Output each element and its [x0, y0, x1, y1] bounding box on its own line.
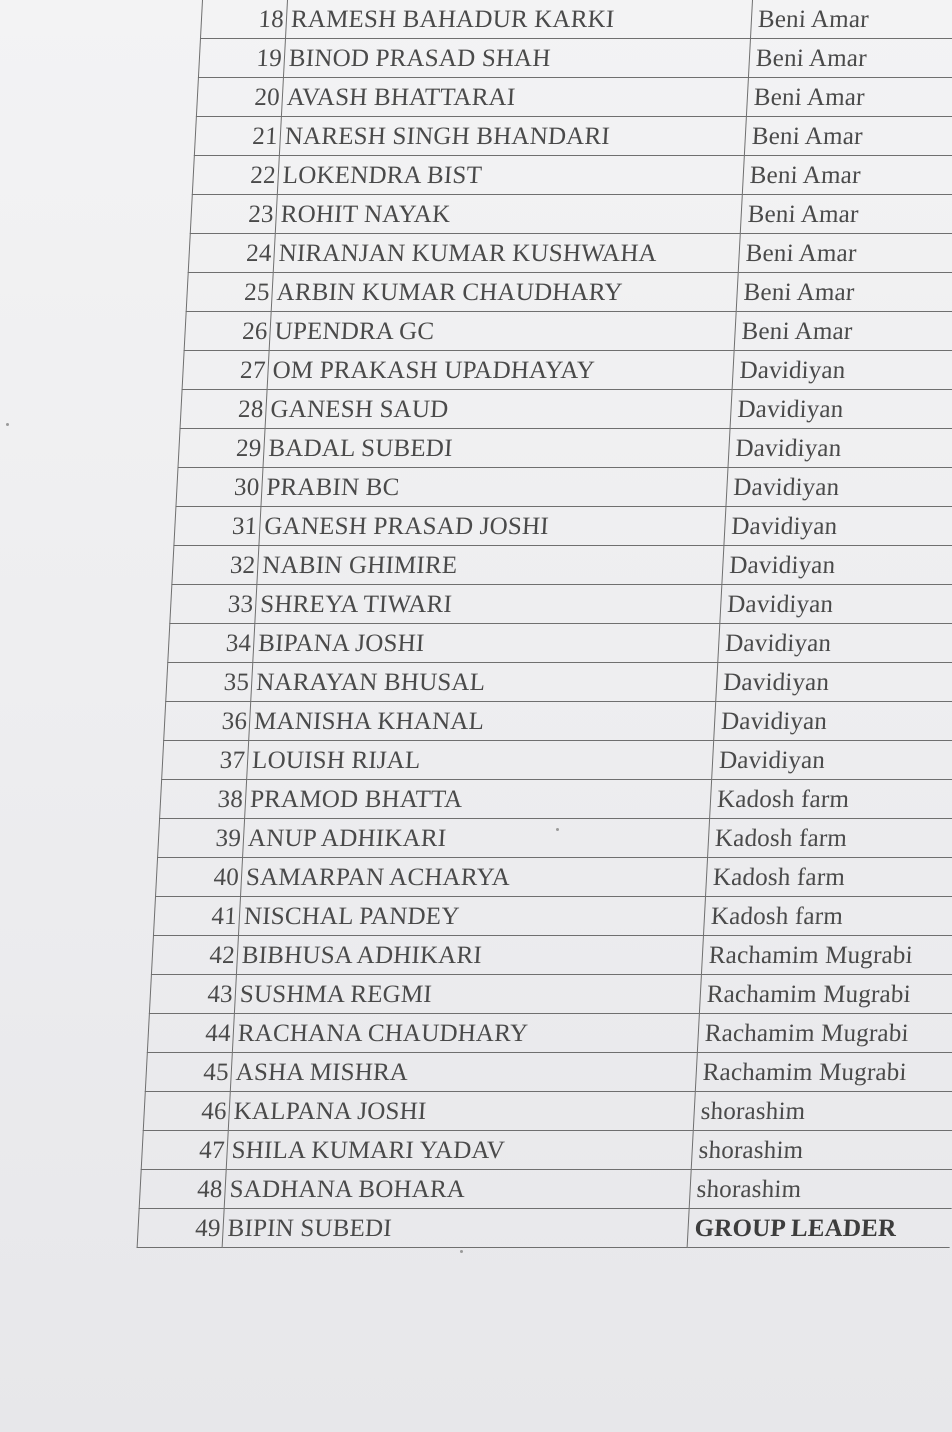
table-row: [176, 468, 952, 507]
farm-assignment: GROUP LEADER: [687, 1209, 952, 1248]
farm-assignment: Rachamim Mugrabi: [695, 1053, 952, 1092]
row-number: 21: [194, 117, 281, 156]
row-number: 45: [145, 1053, 232, 1092]
participant-name: SHREYA TIWARI: [255, 585, 722, 624]
row-number: 49: [137, 1209, 224, 1248]
participant-name: NABIN GHIMIRE: [257, 546, 724, 585]
table-row: [170, 585, 952, 624]
participant-name: BIPIN SUBEDI: [222, 1209, 689, 1248]
participant-name: KALPANA JOSHI: [228, 1092, 695, 1131]
row-number: 32: [172, 546, 259, 585]
table-row: [151, 936, 952, 975]
row-number: 36: [164, 702, 251, 741]
table-row: [190, 195, 952, 234]
table-row: [156, 858, 952, 897]
participant-name: GANESH SAUD: [265, 390, 732, 429]
farm-assignment: Davidiyan: [718, 624, 952, 663]
paper-speck: [460, 1250, 463, 1253]
table-row: [172, 546, 952, 585]
row-number: 47: [141, 1131, 228, 1170]
row-number: 28: [180, 390, 267, 429]
farm-assignment: Davidiyan: [712, 741, 952, 780]
row-number: 31: [174, 507, 261, 546]
row-number: 42: [151, 936, 238, 975]
participant-table: [137, 0, 952, 1248]
participant-name: LOKENDRA BIST: [277, 156, 744, 195]
table-row: [164, 702, 952, 741]
participant-name: OM PRAKASH UPADHAYAY: [267, 351, 734, 390]
farm-assignment: shorashim: [693, 1092, 952, 1131]
farm-assignment: Kadosh farm: [706, 858, 952, 897]
participant-name: PRAMOD BHATTA: [245, 780, 712, 819]
row-number: 33: [170, 585, 257, 624]
farm-assignment: Beni Amar: [748, 39, 952, 78]
table-row: [168, 624, 952, 663]
table-row: [141, 1131, 952, 1170]
participant-name: SHILA KUMARI YADAV: [226, 1131, 693, 1170]
table-row: [137, 1209, 952, 1248]
table-row: [180, 390, 952, 429]
participant-name: BADAL SUBEDI: [263, 429, 730, 468]
row-number: 34: [168, 624, 255, 663]
row-number: 30: [176, 468, 263, 507]
farm-assignment: Davidiyan: [732, 351, 952, 390]
row-number: 25: [186, 273, 273, 312]
table-row: [174, 507, 952, 546]
farm-assignment: Davidiyan: [728, 429, 952, 468]
table-row: [192, 156, 952, 195]
table-row: [184, 312, 952, 351]
participant-name: BIBHUSA ADHIKARI: [236, 936, 703, 975]
farm-assignment: Beni Amar: [750, 0, 952, 39]
paper-speck: [6, 423, 9, 426]
table-row: [186, 273, 952, 312]
table-row: [196, 78, 952, 117]
row-number: 37: [162, 741, 249, 780]
farm-assignment: Davidiyan: [720, 585, 952, 624]
participant-name: RACHANA CHAUDHARY: [232, 1014, 699, 1053]
row-number: 41: [153, 897, 240, 936]
participant-name: GANESH PRASAD JOSHI: [259, 507, 726, 546]
table-row: [147, 1014, 952, 1053]
row-number: 40: [156, 858, 243, 897]
farm-assignment: Rachamim Mugrabi: [699, 975, 952, 1014]
table-row: [153, 897, 952, 936]
participant-name: ROHIT NAYAK: [275, 195, 742, 234]
table-row: [160, 780, 952, 819]
row-number: 46: [143, 1092, 230, 1131]
row-number: 44: [147, 1014, 234, 1053]
participant-name: AVASH BHATTARAI: [281, 78, 748, 117]
farm-assignment: Kadosh farm: [708, 819, 952, 858]
table-row: [178, 429, 952, 468]
table-row: [139, 1170, 952, 1209]
table-row: [182, 351, 952, 390]
farm-assignment: Beni Amar: [744, 117, 952, 156]
row-number: 38: [160, 780, 247, 819]
table-body: [137, 0, 952, 1248]
row-number: 48: [139, 1170, 226, 1209]
row-number: 26: [184, 312, 271, 351]
table-row: [149, 975, 952, 1014]
farm-assignment: Kadosh farm: [703, 897, 952, 936]
farm-assignment: shorashim: [691, 1131, 952, 1170]
table-row: [158, 819, 952, 858]
table-row: [166, 663, 952, 702]
row-number: 29: [178, 429, 265, 468]
table-row: [162, 741, 952, 780]
farm-assignment: Davidiyan: [726, 468, 952, 507]
farm-assignment: Davidiyan: [716, 663, 952, 702]
participant-name: SADHANA BOHARA: [224, 1170, 691, 1209]
participant-name: NARESH SINGH BHANDARI: [279, 117, 746, 156]
row-number: 27: [182, 351, 269, 390]
farm-assignment: Rachamim Mugrabi: [701, 936, 952, 975]
participant-name: ANUP ADHIKARI: [243, 819, 710, 858]
row-number: 19: [198, 39, 285, 78]
row-number: 24: [188, 234, 275, 273]
farm-assignment: Rachamim Mugrabi: [697, 1014, 952, 1053]
participant-name: LOUISH RIJAL: [247, 741, 714, 780]
farm-assignment: Davidiyan: [722, 546, 952, 585]
row-number: 23: [190, 195, 277, 234]
participant-name: MANISHA KHANAL: [249, 702, 716, 741]
table-row: [143, 1092, 952, 1131]
table-row: [188, 234, 952, 273]
participant-name: NIRANJAN KUMAR KUSHWAHA: [273, 234, 740, 273]
row-number: 20: [196, 78, 283, 117]
farm-assignment: Beni Amar: [736, 273, 952, 312]
participant-name: UPENDRA GC: [269, 312, 736, 351]
participant-name: SUSHMA REGMI: [234, 975, 701, 1014]
farm-assignment: Beni Amar: [742, 156, 952, 195]
table-row: [194, 117, 952, 156]
participant-name: BIPANA JOSHI: [253, 624, 720, 663]
participant-name: RAMESH BAHADUR KARKI: [285, 0, 752, 39]
table-row: [198, 39, 952, 78]
participant-name: BINOD PRASAD SHAH: [283, 39, 750, 78]
participant-name: NARAYAN BHUSAL: [251, 663, 718, 702]
farm-assignment: Davidiyan: [724, 507, 952, 546]
farm-assignment: shorashim: [689, 1170, 952, 1209]
paper-speck: [556, 828, 559, 831]
farm-assignment: Davidiyan: [730, 390, 952, 429]
row-number: 35: [166, 663, 253, 702]
farm-assignment: Beni Amar: [738, 234, 952, 273]
participant-name: PRABIN BC: [261, 468, 728, 507]
table-row: [200, 0, 952, 39]
farm-assignment: Beni Amar: [734, 312, 952, 351]
table-row: [145, 1053, 952, 1092]
participant-name: ASHA MISHRA: [230, 1053, 697, 1092]
row-number: 18: [200, 0, 287, 39]
farm-assignment: Beni Amar: [740, 195, 952, 234]
participant-name: NISCHAL PANDEY: [238, 897, 705, 936]
participant-name: SAMARPAN ACHARYA: [241, 858, 708, 897]
farm-assignment: Beni Amar: [746, 78, 952, 117]
row-number: 22: [192, 156, 279, 195]
row-number: 43: [149, 975, 236, 1014]
farm-assignment: Davidiyan: [714, 702, 952, 741]
farm-assignment: Kadosh farm: [710, 780, 952, 819]
row-number: 39: [158, 819, 245, 858]
participant-name: ARBIN KUMAR CHAUDHARY: [271, 273, 738, 312]
